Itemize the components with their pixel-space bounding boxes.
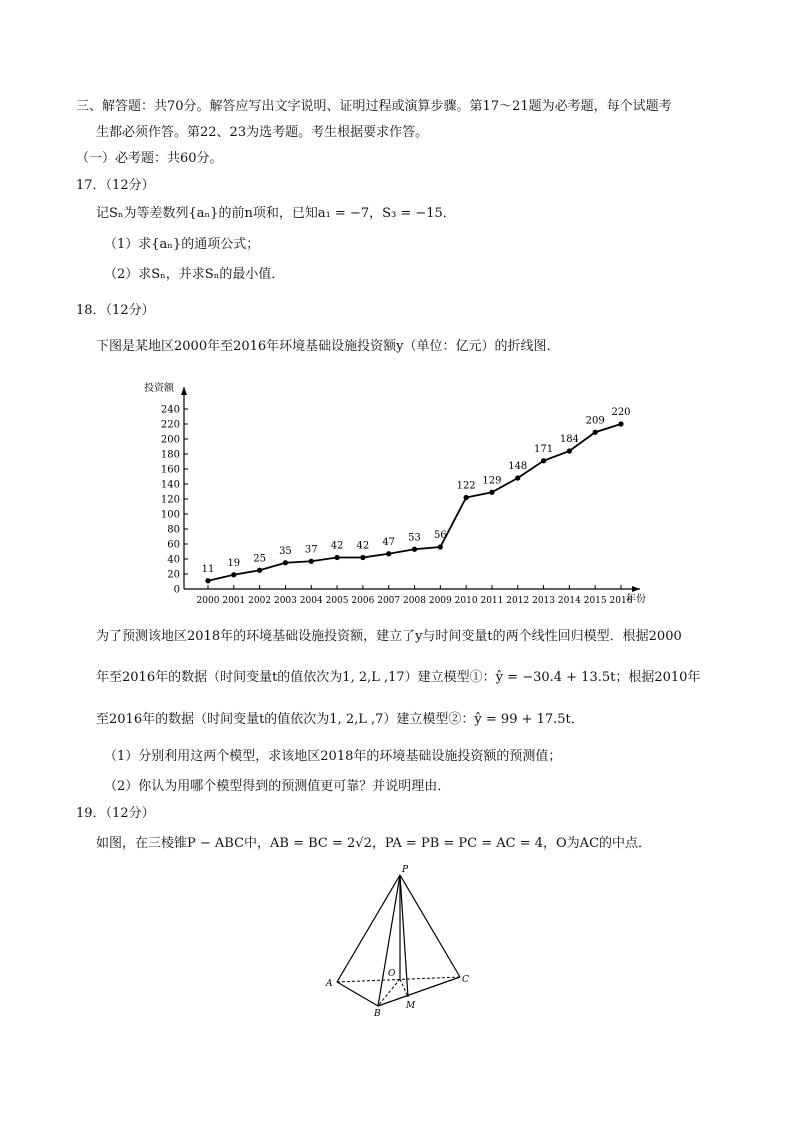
data-label: 56 <box>433 530 447 541</box>
x-tick-label: 2013 <box>532 596 556 606</box>
data-point <box>515 475 520 480</box>
data-label: 47 <box>382 536 396 548</box>
edge-pm <box>400 875 408 997</box>
x-tick-label: 2012 <box>506 596 530 606</box>
label-a: A <box>326 979 333 989</box>
data-point <box>386 551 391 556</box>
label-b: B <box>374 1009 381 1019</box>
q18-para-line2: 年至2016年的数据（时间变量t的值依次为1, 2,L ,17）建立模型①：ŷ = −30.4 + 13.5t；根据2010年 <box>96 670 701 685</box>
data-point <box>541 458 546 463</box>
x-tick-label: 2005 <box>325 596 349 606</box>
q18-part2: （2）你认为用哪个模型得到的预测值更可靠？并说明理由． <box>104 779 451 794</box>
edge-pc <box>400 875 460 977</box>
data-point <box>593 430 598 435</box>
data-label: 25 <box>253 553 266 565</box>
data-point <box>489 490 494 495</box>
x-axis-arrow <box>632 586 640 592</box>
y-tick-label: 100 <box>160 509 180 521</box>
y-tick-label: 200 <box>160 434 180 446</box>
data-point <box>618 421 623 426</box>
q18-part1: （1）分别利用这两个模型，求该地区2018年的环境基础设施投资额的预测值； <box>104 749 562 764</box>
y-tick-label: 180 <box>160 449 180 461</box>
y-tick-label: 220 <box>160 419 180 431</box>
data-label: 42 <box>330 540 344 552</box>
x-tick-label: 2015 <box>583 596 607 606</box>
section-subheading: （一）必考题：共60分。 <box>76 151 223 166</box>
series-line <box>208 424 621 581</box>
data-label: 209 <box>585 415 605 427</box>
y-tick-label: 160 <box>160 464 180 476</box>
data-point <box>438 544 443 549</box>
data-point <box>283 560 288 565</box>
x-tick-label: 2002 <box>248 596 272 606</box>
data-point <box>205 578 210 583</box>
x-tick-label: 2003 <box>273 596 297 606</box>
data-label: 148 <box>508 461 528 472</box>
x-tick-label: 2011 <box>480 596 504 606</box>
data-label: 42 <box>356 540 370 552</box>
y-tick-label: 60 <box>167 539 180 551</box>
q17-part1: （1）求{aₙ}的通项公式； <box>104 237 260 252</box>
x-tick-label: 2014 <box>557 596 581 606</box>
data-point <box>257 568 262 573</box>
y-tick-label: 140 <box>160 479 180 491</box>
section-heading-line1: 三、解答题：共70分。解答应写出文字说明、证明过程或演算步骤。第17～21题为必考题，每个试题考 <box>76 99 672 114</box>
y-tick-label: 20 <box>167 569 180 581</box>
investment-line-chart <box>130 375 660 610</box>
y-tick-label: 80 <box>167 524 180 536</box>
x-tick-label: 2016 <box>609 596 633 606</box>
label-c: C <box>462 975 469 985</box>
q18-intro: 下图是某地区2000年至2016年环境基础设施投资额y（单位：亿元）的折线图． <box>96 339 560 354</box>
label-m: M <box>406 1001 416 1011</box>
x-tick-label: 2009 <box>428 596 452 606</box>
data-label: 19 <box>227 557 241 569</box>
q19-stem: 如图，在三棱锥P − ABC中，AB = BC = 2√2，PA = PB = PC = AC = 4，O为AC的中点． <box>96 836 652 851</box>
data-point <box>412 547 417 552</box>
data-label: 220 <box>611 407 631 418</box>
label-o: O <box>388 969 396 979</box>
q17-part2: （2）求Sₙ，并求Sₙ的最小值． <box>104 267 285 282</box>
data-label: 171 <box>534 443 554 455</box>
y-tick-label: 40 <box>167 554 180 566</box>
data-label: 129 <box>482 475 502 487</box>
data-point <box>231 572 236 577</box>
x-tick-label: 2004 <box>299 596 323 606</box>
q18-number: 18．（12分） <box>76 303 155 318</box>
data-point <box>334 555 339 560</box>
x-tick-label: 2000 <box>196 596 220 606</box>
data-label: 122 <box>456 480 476 492</box>
x-tick-label: 2008 <box>403 596 426 606</box>
x-tick-label: 2007 <box>377 596 401 606</box>
data-point <box>464 495 469 500</box>
q18-para-line1: 为了预测该地区2018年的环境基础设施投资额，建立了y与时间变量t的两个线性回归模型．根据2000 <box>96 629 682 644</box>
x-tick-label: 2001 <box>222 596 246 606</box>
data-label: 37 <box>304 544 318 556</box>
x-tick-label: 2010 <box>454 596 478 606</box>
q18-para-line3: 至2016年的数据（时间变量t的值依次为1, 2,L ,7）建立模型②：ŷ = 99 + 17.5t． <box>96 712 584 727</box>
data-point <box>309 559 314 564</box>
data-label: 35 <box>279 545 292 557</box>
pyramid-figure <box>320 860 480 1020</box>
x-axis-label: 年份 <box>626 594 646 605</box>
y-tick-label: 120 <box>160 494 180 506</box>
edge-ab <box>337 982 378 1006</box>
data-label: 53 <box>408 532 421 544</box>
y-tick-label: 240 <box>160 404 180 416</box>
data-point <box>360 555 365 560</box>
x-tick-label: 2006 <box>351 596 375 606</box>
q19-number: 19．（12分） <box>76 806 155 821</box>
q17-stem: 记Sₙ为等差数列{aₙ}的前n项和，已知a₁ = −7，S₃ = −15． <box>96 206 456 221</box>
data-point <box>567 448 572 453</box>
q17-number: 17．（12分） <box>76 178 155 193</box>
section-heading-line2: 生都必须作答。第22、23为选考题。考生根据要求作答。 <box>96 125 429 140</box>
label-p: P <box>402 865 409 875</box>
data-label: 184 <box>559 434 579 445</box>
y-tick-label: 0 <box>173 584 180 596</box>
y-axis-arrow <box>181 387 187 395</box>
y-axis-label: 投资额 <box>144 383 174 394</box>
data-label: 11 <box>201 563 215 575</box>
